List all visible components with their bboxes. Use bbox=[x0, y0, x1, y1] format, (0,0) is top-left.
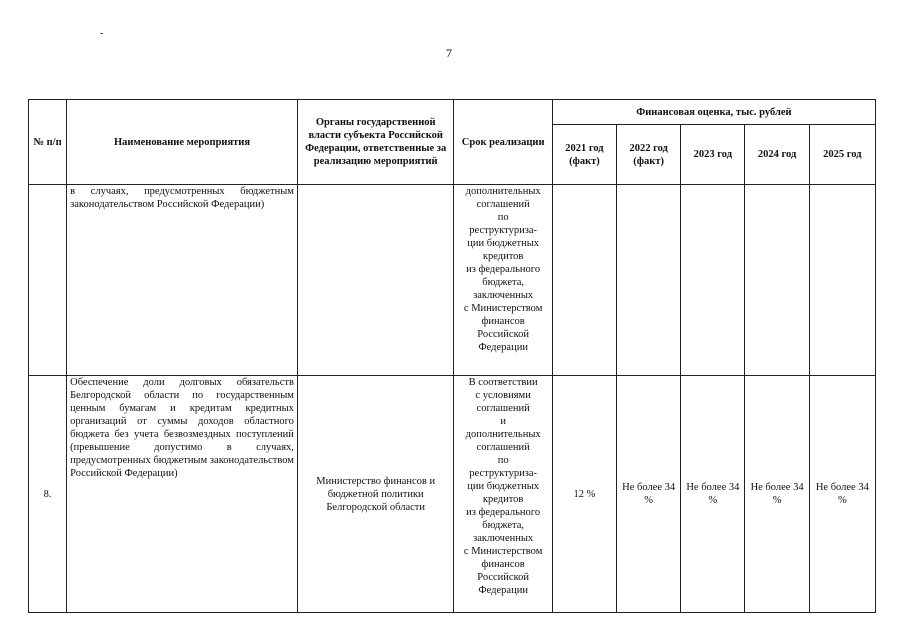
header-num: № п/п bbox=[29, 100, 67, 185]
row-num: 8. bbox=[29, 376, 67, 613]
row-term: дополнительных соглашений по реструктуриза- ции бюджетных кредитов из федерального бюджета, заключенных с Министерством финансов Российской Федерации bbox=[454, 185, 552, 376]
row-value-2022: Не более 34 % bbox=[617, 376, 681, 613]
row-value-2023 bbox=[681, 185, 745, 376]
table-row bbox=[29, 185, 876, 376]
header-2021: 2021 год (факт) bbox=[552, 125, 616, 185]
page-number: 7 bbox=[446, 46, 452, 60]
row-value-2021: 12 % bbox=[552, 376, 616, 613]
header-organ: Органы государственной власти субъекта Российской Федерации, ответственные за реализацию мероприятий bbox=[297, 100, 454, 185]
row-value-2024 bbox=[745, 185, 809, 376]
row-organ bbox=[297, 185, 454, 376]
row-term: В соответствии с условиями соглашений и дополнительных соглашений по реструктуриза- ции бюджетных кредитов из федерального бюджета, заключенных с Министерством финансов Российской Федерации bbox=[454, 376, 552, 613]
row-organ: Министерство финансов и бюджетной политики Белгородской области bbox=[297, 376, 454, 613]
row-value-2022 bbox=[617, 185, 681, 376]
table-row bbox=[29, 376, 876, 613]
row-value-2021 bbox=[552, 185, 616, 376]
header-2025: 2025 год bbox=[809, 125, 875, 185]
row-value-2024: Не более 34 % bbox=[745, 376, 809, 613]
row-name: в случаях, предусмотренных бюджетным законодательством Российской Федерации) bbox=[67, 185, 298, 376]
header-2022: 2022 год (факт) bbox=[617, 125, 681, 185]
header-2024: 2024 год bbox=[745, 125, 809, 185]
header-name: Наименование мероприятия bbox=[67, 100, 298, 185]
row-value-2023: Не более 34 % bbox=[681, 376, 745, 613]
row-value-2025: Не более 34 % bbox=[809, 376, 875, 613]
measures-table bbox=[28, 99, 876, 613]
header-finance: Финансовая оценка, тыс. рублей bbox=[552, 100, 875, 125]
row-num bbox=[29, 185, 67, 376]
header-2023: 2023 год bbox=[681, 125, 745, 185]
header-term: Срок реализации bbox=[454, 100, 552, 185]
header-row-1 bbox=[29, 100, 876, 125]
row-name: Обеспечение доли долговых обязательств Белгородской области по государственным ценным бумагам и кредитам кредитных организаций от суммы доходов областного бюджета без учета безвозмездных поступлений (превышение допустимо в случаях, предусмотренных бюджетным законодательством Российской Федерации) bbox=[67, 376, 298, 613]
row-value-2025 bbox=[809, 185, 875, 376]
stray-mark: - bbox=[100, 28, 104, 39]
